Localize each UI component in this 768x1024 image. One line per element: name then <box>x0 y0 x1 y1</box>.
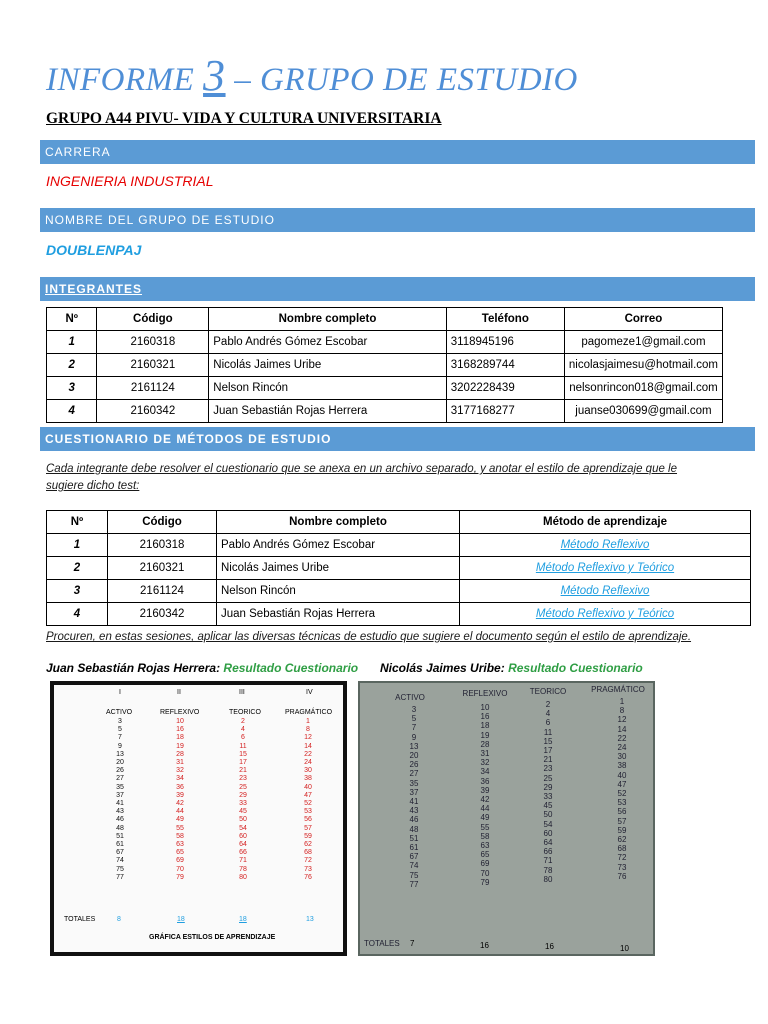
result-sheet-image <box>50 681 347 956</box>
sheet-value: 58 <box>176 832 184 840</box>
sheet-value: 77 <box>116 873 124 881</box>
cell: Juan Sebastián Rojas Herrera <box>217 603 460 626</box>
sheet-value: 77 <box>409 879 419 889</box>
table-row <box>47 400 723 423</box>
sheet-value: 78 <box>543 865 553 875</box>
sheet-value: 25 <box>239 783 247 791</box>
sheet-value: 6 <box>545 718 551 728</box>
sheet-value: 27 <box>116 775 124 783</box>
sheet-value: 35 <box>116 783 124 791</box>
sheet-value: 28 <box>176 750 184 758</box>
sheet-value: 20 <box>409 751 419 761</box>
page-title: INFORME 3 – GRUPO DE ESTUDIO <box>46 51 578 100</box>
sheet-value: 65 <box>176 849 184 857</box>
sheet-value: 61 <box>116 841 124 849</box>
sheet-value: 15 <box>543 736 553 746</box>
sheet-value: 44 <box>480 804 490 814</box>
sheet-value: 26 <box>409 760 419 770</box>
instruction-text: Cada integrante debe resolver el cuestionario que se anexa en un archivo separado, y anotar el estilo de aprendizaje que le sugiere dicho test: <box>46 463 678 492</box>
cell: Pablo Andrés Gómez Escobar <box>217 534 460 557</box>
sheet-value: 66 <box>543 847 553 857</box>
sheet-value: 36 <box>480 776 490 786</box>
total-value: 18 <box>177 916 185 923</box>
header-cell: Nombre completo <box>217 511 460 534</box>
sheet-value: 31 <box>176 759 184 767</box>
header-cell: Correo <box>564 308 722 331</box>
sheet-value: 62 <box>304 841 312 849</box>
sheet-value: 43 <box>116 808 124 816</box>
sheet-value: 20 <box>116 759 124 767</box>
sheet-value: 38 <box>304 775 312 783</box>
sheet-value: 59 <box>304 832 312 840</box>
sheet-value: 49 <box>480 813 490 823</box>
sheet-value: 52 <box>304 800 312 808</box>
header-cell: Nº <box>47 308 97 331</box>
sheet-value: 45 <box>239 808 247 816</box>
sheet-value: 67 <box>116 849 124 857</box>
sheet-value: 60 <box>543 828 553 838</box>
sheet-value: 17 <box>543 746 553 756</box>
sheet-value: 10 <box>176 718 184 725</box>
sheet-value: 6 <box>241 734 245 742</box>
column-label: ACTIVO <box>395 693 425 702</box>
total-value: 13 <box>306 916 314 923</box>
sheet-value: 10 <box>480 703 490 712</box>
sheet-value: 51 <box>116 832 124 840</box>
sheet-value: 37 <box>409 787 419 797</box>
sheet-value: 55 <box>176 824 184 832</box>
section-bar-grupo: NOMBRE DEL GRUPO DE ESTUDIO <box>40 208 755 232</box>
section-bar-integrantes: INTEGRANTES <box>40 277 755 301</box>
photo-pragmatico-values <box>606 697 638 881</box>
sheet-value: 29 <box>239 791 247 799</box>
cell: 4 <box>47 400 97 423</box>
sheet-value: 19 <box>480 730 490 740</box>
pragmatico-values <box>294 718 322 882</box>
method-link[interactable]: Método Reflexivo y Teórico <box>535 608 675 620</box>
roman-label: I <box>119 689 121 696</box>
sheet-value: 67 <box>409 852 419 862</box>
cell: 3 <box>47 377 97 400</box>
sheet-value: 75 <box>116 865 124 873</box>
cell: 2 <box>47 557 108 580</box>
cell: 4 <box>47 603 108 626</box>
sheet-value: 2 <box>545 700 551 709</box>
total-value: 8 <box>117 916 121 923</box>
sheet-value: 39 <box>176 791 184 799</box>
cell: Nelson Rincón <box>209 377 447 400</box>
sheet-value: 33 <box>543 792 553 802</box>
sheet-value: 59 <box>617 825 627 835</box>
sheet-value: 63 <box>176 841 184 849</box>
cell: 3177168277 <box>446 400 564 423</box>
sheet-value: 2 <box>241 718 245 725</box>
sheet-value: 80 <box>239 873 247 881</box>
photo-total: 7 <box>410 939 415 948</box>
sheet-value: 69 <box>480 859 490 869</box>
column-label: REFLEXIVO <box>160 709 200 716</box>
sheet-value: 26 <box>116 767 124 775</box>
column-label: ACTIVO <box>106 709 133 716</box>
sheet-value: 60 <box>239 832 247 840</box>
sheet-value: 54 <box>543 819 553 829</box>
sheet-value: 52 <box>617 789 627 799</box>
sheet-value: 14 <box>304 742 312 750</box>
cell: 3118945196 <box>446 331 564 354</box>
sheet-value: 51 <box>409 833 419 843</box>
cell: 2160342 <box>108 603 217 626</box>
sheet-value: 30 <box>617 752 627 762</box>
result-photo-image <box>358 681 655 956</box>
sheet-value: 16 <box>480 712 490 722</box>
cell: 2 <box>47 354 97 377</box>
cell: Pablo Andrés Gómez Escobar <box>209 331 447 354</box>
header-cell: Teléfono <box>446 308 564 331</box>
cell: Nicolás Jaimes Uribe <box>209 354 447 377</box>
table-row <box>47 534 751 557</box>
section-bar-carrera: CARRERA <box>40 140 755 164</box>
sheet-value: 22 <box>617 733 627 743</box>
sheet-value: 73 <box>304 865 312 873</box>
sheet-value: 75 <box>409 870 419 880</box>
cell: 2160318 <box>97 331 209 354</box>
cell: 3202228439 <box>446 377 564 400</box>
sheet-value: 57 <box>304 824 312 832</box>
table-header-row <box>47 308 723 331</box>
sheet-value: 56 <box>304 816 312 824</box>
sheet-value: 16 <box>176 726 184 734</box>
sheet-value: 43 <box>409 806 419 816</box>
sheet-value: 1 <box>306 718 310 725</box>
sheet-value: 25 <box>543 773 553 783</box>
header-cell: Nº <box>47 511 108 534</box>
sheet-value: 23 <box>543 764 553 774</box>
sheet-value: 70 <box>480 868 490 878</box>
sheet-value: 31 <box>480 749 490 759</box>
table-row <box>47 354 723 377</box>
sheet-value: 42 <box>176 800 184 808</box>
cell: 3 <box>47 580 108 603</box>
sheet-value: 40 <box>617 770 627 780</box>
section-bar-cuestionario: CUESTIONARIO DE MÉTODOS DE ESTUDIO <box>40 427 755 451</box>
email-cell: nicolasjaimesu@hotmail.com <box>564 354 722 377</box>
sheet-value: 13 <box>409 741 419 751</box>
sheet-value: 24 <box>304 759 312 767</box>
sheet-value: 76 <box>617 871 627 881</box>
cell: 2161124 <box>97 377 209 400</box>
sheet-value: 46 <box>116 816 124 824</box>
method-link[interactable]: Método Reflexivo <box>560 585 650 597</box>
caption-right: Nicolás Jaimes Uribe: Resultado Cuestionario <box>380 661 643 675</box>
cell: 1 <box>47 534 108 557</box>
cell: Nicolás Jaimes Uribe <box>217 557 460 580</box>
totals-label: TOTALES <box>64 916 96 923</box>
sheet-value: 78 <box>239 865 247 873</box>
column-label: REFLEXIVO <box>462 689 508 698</box>
sheet-value: 58 <box>480 831 490 841</box>
sheet-value: 39 <box>480 785 490 795</box>
table-row <box>47 580 751 603</box>
sheet-value: 64 <box>239 841 247 849</box>
sheet-value: 18 <box>480 721 490 731</box>
sheet-value: 40 <box>304 783 312 791</box>
sheet-value: 11 <box>543 727 553 737</box>
sheet-value: 29 <box>543 782 553 792</box>
cell: 2160342 <box>97 400 209 423</box>
group-subtitle: GRUPO A44 PIVU- VIDA Y CULTURA UNIVERSITARIA <box>46 110 442 127</box>
roman-label: II <box>177 689 181 696</box>
cell: 2160321 <box>108 557 217 580</box>
sheet-value: 30 <box>304 767 312 775</box>
sheet-value: 33 <box>239 800 247 808</box>
sheet-value: 68 <box>617 844 627 854</box>
sheet-value: 73 <box>617 862 627 872</box>
sheet-value: 28 <box>480 739 490 749</box>
sheet-value: 48 <box>409 824 419 834</box>
sheet-value: 72 <box>304 857 312 865</box>
sheet-value: 19 <box>176 742 184 750</box>
sheet-value: 72 <box>617 853 627 863</box>
sheet-value: 70 <box>176 865 184 873</box>
sheet-value: 41 <box>409 797 419 807</box>
sheet-value: 36 <box>176 783 184 791</box>
sheet-value: 71 <box>543 856 553 866</box>
sheet-value: 15 <box>239 750 247 758</box>
caption-left: Juan Sebastián Rojas Herrera: Resultado Cuestionario <box>46 661 359 675</box>
photo-total: 16 <box>545 942 554 951</box>
sheet-value: 74 <box>409 861 419 871</box>
photo-reflexivo-values <box>469 703 501 887</box>
column-label: PRAGMÁTICO <box>285 709 333 716</box>
cell: Juan Sebastián Rojas Herrera <box>209 400 447 423</box>
sheet-value: 64 <box>543 838 553 848</box>
cell: 2160318 <box>108 534 217 557</box>
sheet-value: 47 <box>304 791 312 799</box>
sheet-value: 35 <box>409 778 419 788</box>
sheet-value: 3 <box>411 705 417 714</box>
sheet-value: 38 <box>617 761 627 771</box>
sheet-value: 3 <box>118 718 122 725</box>
sheet-value: 9 <box>118 742 122 750</box>
sheet-value: 12 <box>304 734 312 742</box>
sheet-value: 27 <box>409 769 419 779</box>
photo-teorico-values <box>532 700 564 884</box>
roman-label: IV <box>306 689 313 696</box>
sheet-value: 80 <box>543 874 553 884</box>
sheet-value: 56 <box>617 807 627 817</box>
sheet-value: 57 <box>617 816 627 826</box>
sheet-value: 54 <box>239 824 247 832</box>
sheet-value: 24 <box>617 743 627 753</box>
sheet-value: 63 <box>480 841 490 851</box>
column-label: TEORICO <box>529 687 567 696</box>
sheet-value: 32 <box>176 767 184 775</box>
sheet-value: 50 <box>239 816 247 824</box>
sheet-value: 4 <box>545 709 551 719</box>
photo-total: 16 <box>480 941 489 950</box>
sheet-value: 41 <box>116 800 124 808</box>
method-link[interactable]: Método Reflexivo <box>560 539 650 551</box>
email-cell: juanse030699@gmail.com <box>564 400 722 423</box>
sheet-value: 79 <box>176 873 184 881</box>
sheet-value: 47 <box>617 779 627 789</box>
sheet-value: 8 <box>619 706 625 716</box>
sheet-value: 42 <box>480 795 490 805</box>
sheet-value: 1 <box>619 697 625 706</box>
sheet-value: 50 <box>543 810 553 820</box>
header-cell: Método de aprendizaje <box>460 511 751 534</box>
sheet-value: 13 <box>116 750 124 758</box>
photo-total: 10 <box>620 944 629 953</box>
reflexivo-values <box>166 718 194 882</box>
sheet-value: 71 <box>239 857 247 865</box>
sheet-value: 5 <box>118 726 122 734</box>
sheet-value: 74 <box>116 857 124 865</box>
column-label: TEORICO <box>229 709 261 716</box>
header-cell: Nombre completo <box>209 308 447 331</box>
procuren-text: Procuren, en estas sesiones, aplicar las diversas técnicas de estudio que sugiere el documento según el estilo de aprendizaje. <box>46 631 692 643</box>
table-row <box>47 377 723 400</box>
sheet-value: 48 <box>116 824 124 832</box>
sheet-value: 32 <box>480 758 490 768</box>
sheet-value: 62 <box>617 835 627 845</box>
methods-table <box>46 510 751 626</box>
roman-label: III <box>239 689 245 696</box>
sheet-value: 12 <box>617 715 627 725</box>
sheet-value: 8 <box>306 726 310 734</box>
sheet-value: 18 <box>176 734 184 742</box>
sheet-value: 68 <box>304 849 312 857</box>
sheet-value: 65 <box>480 850 490 860</box>
sheet-value: 79 <box>480 877 490 887</box>
photo-activo-values <box>398 705 430 889</box>
table-row <box>47 603 751 626</box>
carrera-value: INGENIERIA INDUSTRIAL <box>46 173 214 189</box>
sheet-value: 9 <box>411 732 417 742</box>
sheet-value: 22 <box>304 750 312 758</box>
sheet-value: 11 <box>239 742 247 750</box>
sheet-value: 7 <box>118 734 122 742</box>
sheet-value: 66 <box>239 849 247 857</box>
cell: Nelson Rincón <box>217 580 460 603</box>
cell: 2160321 <box>97 354 209 377</box>
total-value: 18 <box>239 916 247 923</box>
sheet-value: 23 <box>239 775 247 783</box>
sheet-value: 37 <box>116 791 124 799</box>
header-cell: Código <box>108 511 217 534</box>
sheet-value: 5 <box>411 714 417 724</box>
email-cell: nelsonrincon018@gmail.com <box>564 377 722 400</box>
table-row <box>47 331 723 354</box>
sheet-value: 46 <box>409 815 419 825</box>
sheet-value: 55 <box>480 822 490 832</box>
cell: 2161124 <box>108 580 217 603</box>
sheet-value: 21 <box>543 755 553 765</box>
teorico-values <box>229 718 257 882</box>
header-cell: Código <box>97 308 209 331</box>
grupo-value: DOUBLENPAJ <box>46 242 142 258</box>
sheet-footer: GRÁFICA ESTILOS DE APRENDIZAJE <box>149 934 276 941</box>
sheet-value: 14 <box>617 724 627 734</box>
column-label: PRAGMÁTICO <box>591 685 645 694</box>
sheet-value: 21 <box>239 767 247 775</box>
email-cell: pagomeze1@gmail.com <box>564 331 722 354</box>
activo-values <box>106 718 134 882</box>
sheet-value: 44 <box>176 808 184 816</box>
table-header-row <box>47 511 751 534</box>
sheet-value: 17 <box>239 759 247 767</box>
members-table <box>46 307 723 423</box>
sheet-value: 53 <box>617 798 627 808</box>
sheet-value: 49 <box>176 816 184 824</box>
sheet-value: 7 <box>411 723 417 733</box>
sheet-value: 34 <box>176 775 184 783</box>
cell: 1 <box>47 331 97 354</box>
sheet-value: 45 <box>543 801 553 811</box>
totals-label: TOTALES <box>364 939 400 948</box>
sheet-value: 69 <box>176 857 184 865</box>
cell: 3168289744 <box>446 354 564 377</box>
table-row <box>47 557 751 580</box>
sheet-value: 4 <box>241 726 245 734</box>
sheet-value: 76 <box>304 873 312 881</box>
sheet-value: 34 <box>480 767 490 777</box>
sheet-value: 61 <box>409 843 419 853</box>
method-link[interactable]: Método Reflexivo y Teórico <box>535 562 675 574</box>
sheet-value: 53 <box>304 808 312 816</box>
